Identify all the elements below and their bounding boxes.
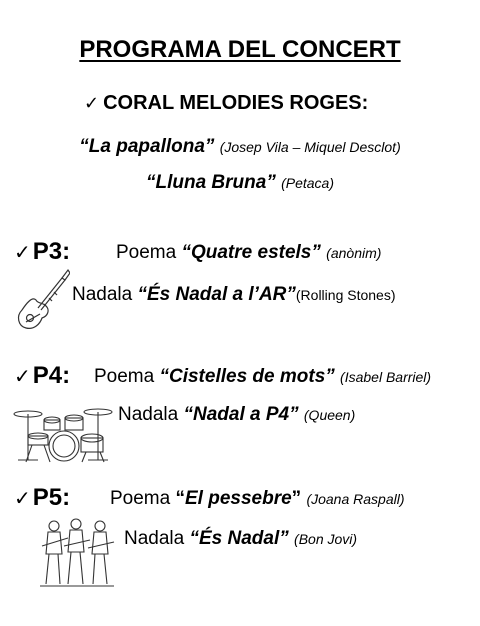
p4-carol: Nadala “Nadal a P4” (Queen) (118, 404, 356, 425)
p3-poem: Poema “Quatre estels” (anònim) (116, 242, 382, 263)
drum-kit-icon (12, 402, 114, 464)
p4-poem: Poema “Cistelles de mots” (Isabel Barriel) (94, 366, 432, 387)
check-icon: ✓ (14, 364, 31, 388)
group-label-p5: ✓P5: (14, 484, 71, 511)
check-icon: ✓ (14, 486, 31, 510)
group-label-p4: ✓P4: (14, 362, 71, 389)
choir-song-2: “Lluna Bruna” (Petaca) (145, 172, 335, 193)
choir-heading-text: CORAL MELODIES ROGES: (103, 92, 369, 114)
choir-song-1: “La papallona” (Josep Vila – Miquel Desclot) (79, 136, 401, 157)
p3-carol: Nadala “És Nadal a l’AR”(Rolling Stones) (72, 284, 396, 305)
song-title: La papallona (88, 136, 205, 157)
song-title: Lluna Bruna (155, 172, 267, 193)
page-title: PROGRAMA DEL CONCERT (79, 36, 401, 63)
check-icon: ✓ (84, 93, 100, 114)
check-icon: ✓ (14, 240, 31, 264)
song-credit: (Petaca) (281, 175, 335, 191)
group-label-p3: ✓P3: (14, 238, 71, 265)
p5-poem: Poema “El pessebre” (Joana Raspall) (110, 488, 405, 509)
guitar-icon (14, 266, 70, 332)
song-credit: (Josep Vila – Miquel Desclot) (219, 139, 401, 155)
choir-heading (84, 92, 368, 115)
p5-carol: Nadala “És Nadal” (Bon Jovi) (124, 528, 358, 549)
band-members-icon (38, 516, 116, 588)
